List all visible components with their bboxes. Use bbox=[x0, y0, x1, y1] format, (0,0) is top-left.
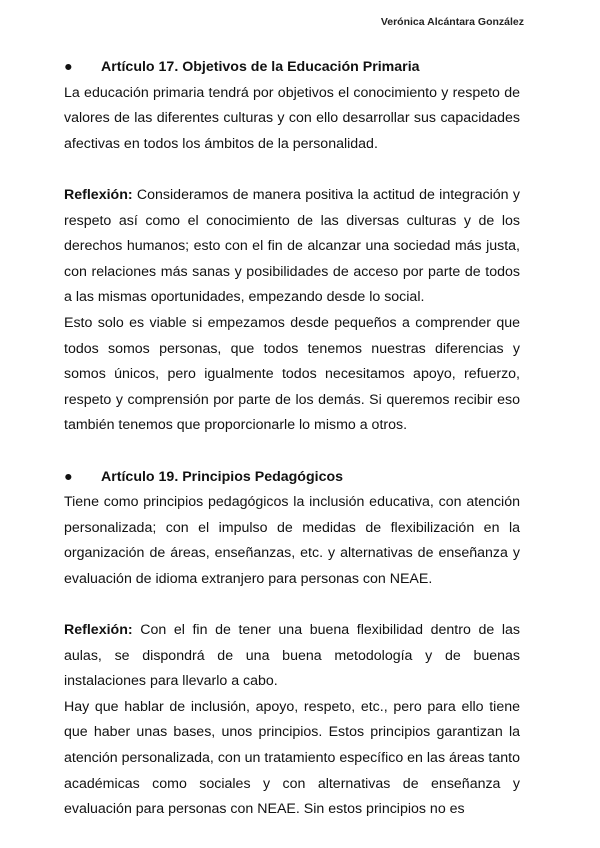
reflection-paragraph bbox=[64, 183, 520, 311]
bullet-icon: ● bbox=[64, 468, 73, 485]
reflection-extra-paragraph: Hay que hablar de inclusión, apoyo, respeto, etc., pero para ello tiene que haber unas bases, unos principios. Estos principios garantizan la atención personalizada, con un tratamiento específico en las áreas tanto académicas como sociales y con alternativas de enseñanza y evaluación para personas con NEAE. Sin estos principios no es bbox=[64, 698, 520, 818]
section-heading-articulo-19 bbox=[64, 465, 520, 491]
section-body: La educación primaria tendrá por objetivos el conocimiento y respeto de valores de las diferentes culturas y con ello desarrollar sus capacidades afectivas en todos los ámbitos de la personalidad. bbox=[64, 84, 520, 152]
section-title: Artículo 17. Objetivos de la Educación Primaria bbox=[101, 59, 420, 75]
paragraph-gap bbox=[64, 592, 520, 618]
reflection-text: Consideramos de manera positiva la actitud de integración y respeto así como el conocimiento de las diversas culturas y de los derechos humanos; esto con el fin de alcanzar una sociedad más justa, con relaciones más sanas y posibilidades de acceso por parte de todos a las mismas oportunidades, empezando desde lo social. bbox=[64, 186, 520, 306]
header-author: Verónica Alcántara González bbox=[380, 16, 524, 28]
bullet-icon: ● bbox=[64, 59, 73, 75]
section-body: Tiene como principios pedagógicos la inclusión educativa, con atención personalizada; con el impulso de medidas de flexibilización en la organización de áreas, enseñanzas, etc. y alternativas de enseñanza y evaluación de idioma extranjero para personas con NEAE. bbox=[64, 494, 520, 587]
paragraph-gap bbox=[64, 157, 520, 183]
section-title: Artículo 19. Principios Pedagógicos bbox=[101, 468, 344, 485]
reflection-label: Reflexión: bbox=[64, 186, 133, 203]
paragraph-gap bbox=[64, 439, 520, 465]
reflection-text: Con el fin de tener una buena flexibilidad dentro de las aulas, se dispondrá de una buena metodología y de buenas instalaciones para llevarlo a cabo. bbox=[64, 622, 520, 690]
reflection-paragraph bbox=[64, 618, 520, 695]
page-content bbox=[64, 55, 520, 823]
section-heading-articulo-17 bbox=[64, 55, 520, 81]
reflection-label: Reflexión: bbox=[64, 622, 133, 639]
reflection-extra-paragraph: Esto solo es viable si empezamos desde pequeños a comprender que todos somos personas, que todos tenemos nuestras diferencias y somos únicos, pero igualmente todos necesitamos apoyo, refuerzo, respeto y comprensión por parte de los demás. Si queremos recibir eso también tenemos que proporcionarle lo mismo a otros. bbox=[64, 314, 520, 434]
